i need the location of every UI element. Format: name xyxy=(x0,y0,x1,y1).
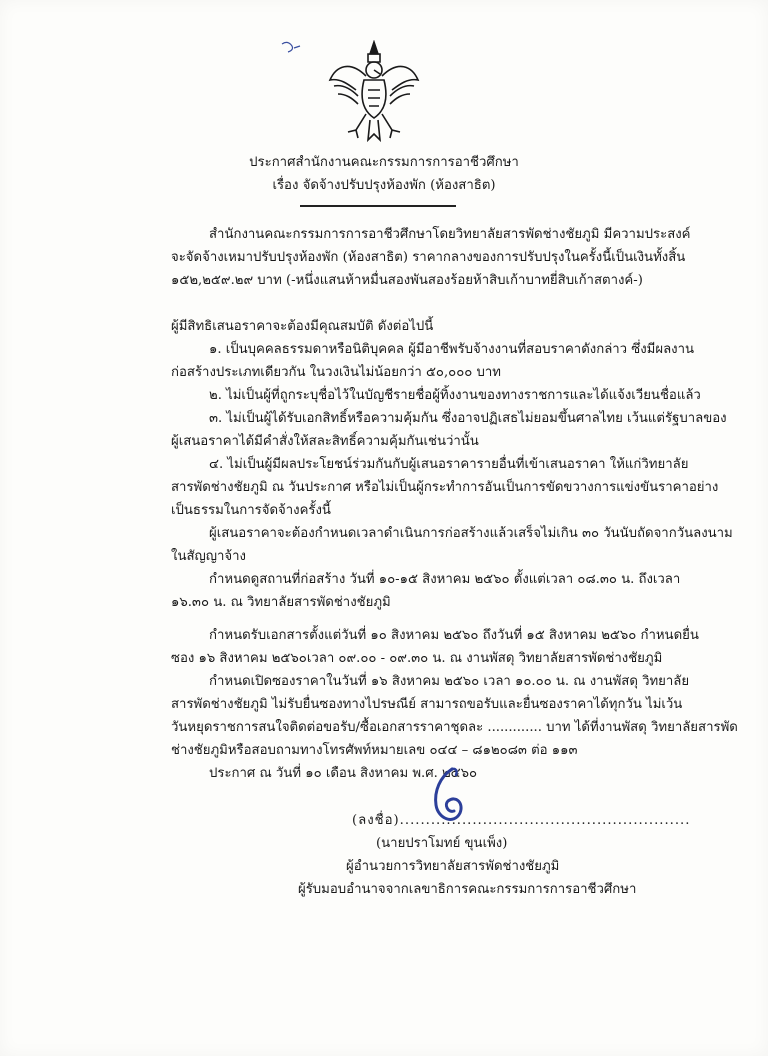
qualification-1-line-1: ๑. เป็นบุคคลธรรมดาหรือนิติบุคคล ผู้มีอาชีพรับจ้างงานที่สอบราคาดังกล่าว ซึ่งมีผลงาน xyxy=(209,342,695,357)
opening-line-2: สารพัดช่างชัยภูมิ ไม่รับยื่นซองทางไปรษณีย์ สามารถขอรับและยื่นซองราคาได้ทุกวัน ไม่เว้น xyxy=(171,697,683,712)
site-visit-line-2: ๑๖.๓๐ น. ณ วิทยาลัยสารพัดช่างชัยภูมิ xyxy=(171,595,391,610)
signature-line: (ลงชื่อ)........................................................ xyxy=(352,813,691,828)
announcement-date: ประกาศ ณ วันที่ ๑๐ เดือน สิงหาคม พ.ศ. ๒๕๖๐ xyxy=(209,766,478,781)
qualification-3-line-1: ๓. ไม่เป็นผู้ได้รับเอกสิทธิ์หรือความคุ้มกัน ซึ่งอาจปฏิเสธไม่ยอมขึ้นศาลไทย เว้นแต่รัฐบาลของ xyxy=(209,411,727,426)
opening-line-3: วันหยุดราชการสนใจติดต่อขอรับ/ซื้อเอกสารราคาชุดละ ............. บาท ได้ที่งานพัสดุ วิทยาลัยสารพัด xyxy=(171,720,738,735)
qualification-1-line-2: ก่อสร้างประเภทเดียวกัน ในวงเงินไม่น้อยกว่า ๕๐,๐๐๐ บาท xyxy=(171,365,501,380)
opening-line-1: กำหนดเปิดซองราคาในวันที่ ๑๖ สิงหาคม ๒๕๖๐ เวลา ๑๐.๐๐ น. ณ งานพัสดุ วิทยาลัย xyxy=(209,674,690,689)
signatory-position: ผู้อำนวยการวิทยาลัยสารพัดช่างชัยภูมิ xyxy=(346,859,560,874)
documents-line-1: กำหนดรับเอกสารตั้งแต่วันที่ ๑๐ สิงหาคม ๒๕๖๐ ถึงวันที่ ๑๕ สิงหาคม ๒๕๖๐ กำหนดยื่น xyxy=(209,628,699,643)
completion-line-2: ในสัญญาจ้าง xyxy=(171,549,246,564)
intro-line-2: จะจัดจ้างเหมาปรับปรุงห้องพัก (ห้องสาธิต) ราคากลางของการปรับปรุงในครั้งนี้เป็นเงินทั้งสิ้น xyxy=(171,250,686,265)
intro-line-3: ๑๕๒,๒๕๙.๒๙ บาท (-หนึ่งแสนห้าหมื่นสองพันสองร้อยห้าสิบเก้าบาทยี่สิบเก้าสตางค์-) xyxy=(171,273,643,288)
handwritten-mark xyxy=(280,40,302,54)
qualification-3-line-2: ผู้เสนอราคาได้มีคำสั่งให้สละสิทธิ์ความคุ้มกันเช่นว่านั้น xyxy=(171,434,479,449)
completion-line-1: ผู้เสนอราคาจะต้องกำหนดเวลาดำเนินการก่อสร้างแล้วเสร็จไม่เกิน ๓๐ วันนับถัดจากวันลงนาม xyxy=(209,526,733,541)
documents-line-2: ซอง ๑๖ สิงหาคม ๒๕๖๐เวลา ๐๙.๐๐ - ๐๙.๓๐ น. ณ งานพัสดุ วิทยาลัยสารพัดช่างชัยภูมิ xyxy=(171,651,663,666)
signatory-name: (นายปราโมทย์ ขุนเพ็ง) xyxy=(376,836,508,851)
title-underline xyxy=(300,205,456,207)
intro-line-1: สำนักงานคณะกรรมการการอาชีวศึกษาโดยวิทยาลัยสารพัดช่างชัยภูมิ มีความประสงค์ xyxy=(209,227,691,242)
site-visit-line-1: กำหนดดูสถานที่ก่อสร้าง วันที่ ๑๐-๑๕ สิงหาคม ๒๕๖๐ ตั้งแต่เวลา ๐๘.๓๐ น. ถึงเวลา xyxy=(209,572,681,587)
announcement-subject: เรื่อง จัดจ้างปรับปรุงห้องพัก (ห้องสาธิต) xyxy=(272,178,496,193)
announcement-title: ประกาศสำนักงานคณะกรรมการการอาชีวศึกษา xyxy=(249,155,519,170)
qualification-4-line-3: เป็นธรรมในการจัดจ้างครั้งนี้ xyxy=(171,503,331,518)
qualification-2: ๒. ไม่เป็นผู้ที่ถูกระบุชื่อไว้ในบัญชีรายชื่อผู้ทิ้งงานของทางราชการและได้แจ้งเวียนชื่อแล้ว xyxy=(209,388,701,403)
qualifications-heading: ผู้มีสิทธิเสนอราคาจะต้องมีคุณสมบัติ ดังต่อไปนี้ xyxy=(171,319,434,334)
qualification-4-line-2: สารพัดช่างชัยภูมิ ณ วันประกาศ หรือไม่เป็นผู้กระทำการอันเป็นการขัดขวางการแข่งขันราคาอย่าง xyxy=(171,480,719,495)
opening-line-4: ช่างชัยภูมิหรือสอบถามทางโทรศัพท์หมายเลข ๐๔๔ – ๘๑๒๐๘๓ ต่อ ๑๑๓ xyxy=(171,743,578,758)
signatory-authority: ผู้รับมอบอำนาจจากเลขาธิการคณะกรรมการการอาชีวศึกษา xyxy=(298,882,637,897)
qualification-4-line-1: ๔. ไม่เป็นผู้มีผลประโยชน์ร่วมกันกับผู้เสนอราคารายอื่นที่เข้าเสนอราคา ให้แก่วิทยาลัย xyxy=(209,457,689,472)
garuda-emblem xyxy=(326,40,422,145)
